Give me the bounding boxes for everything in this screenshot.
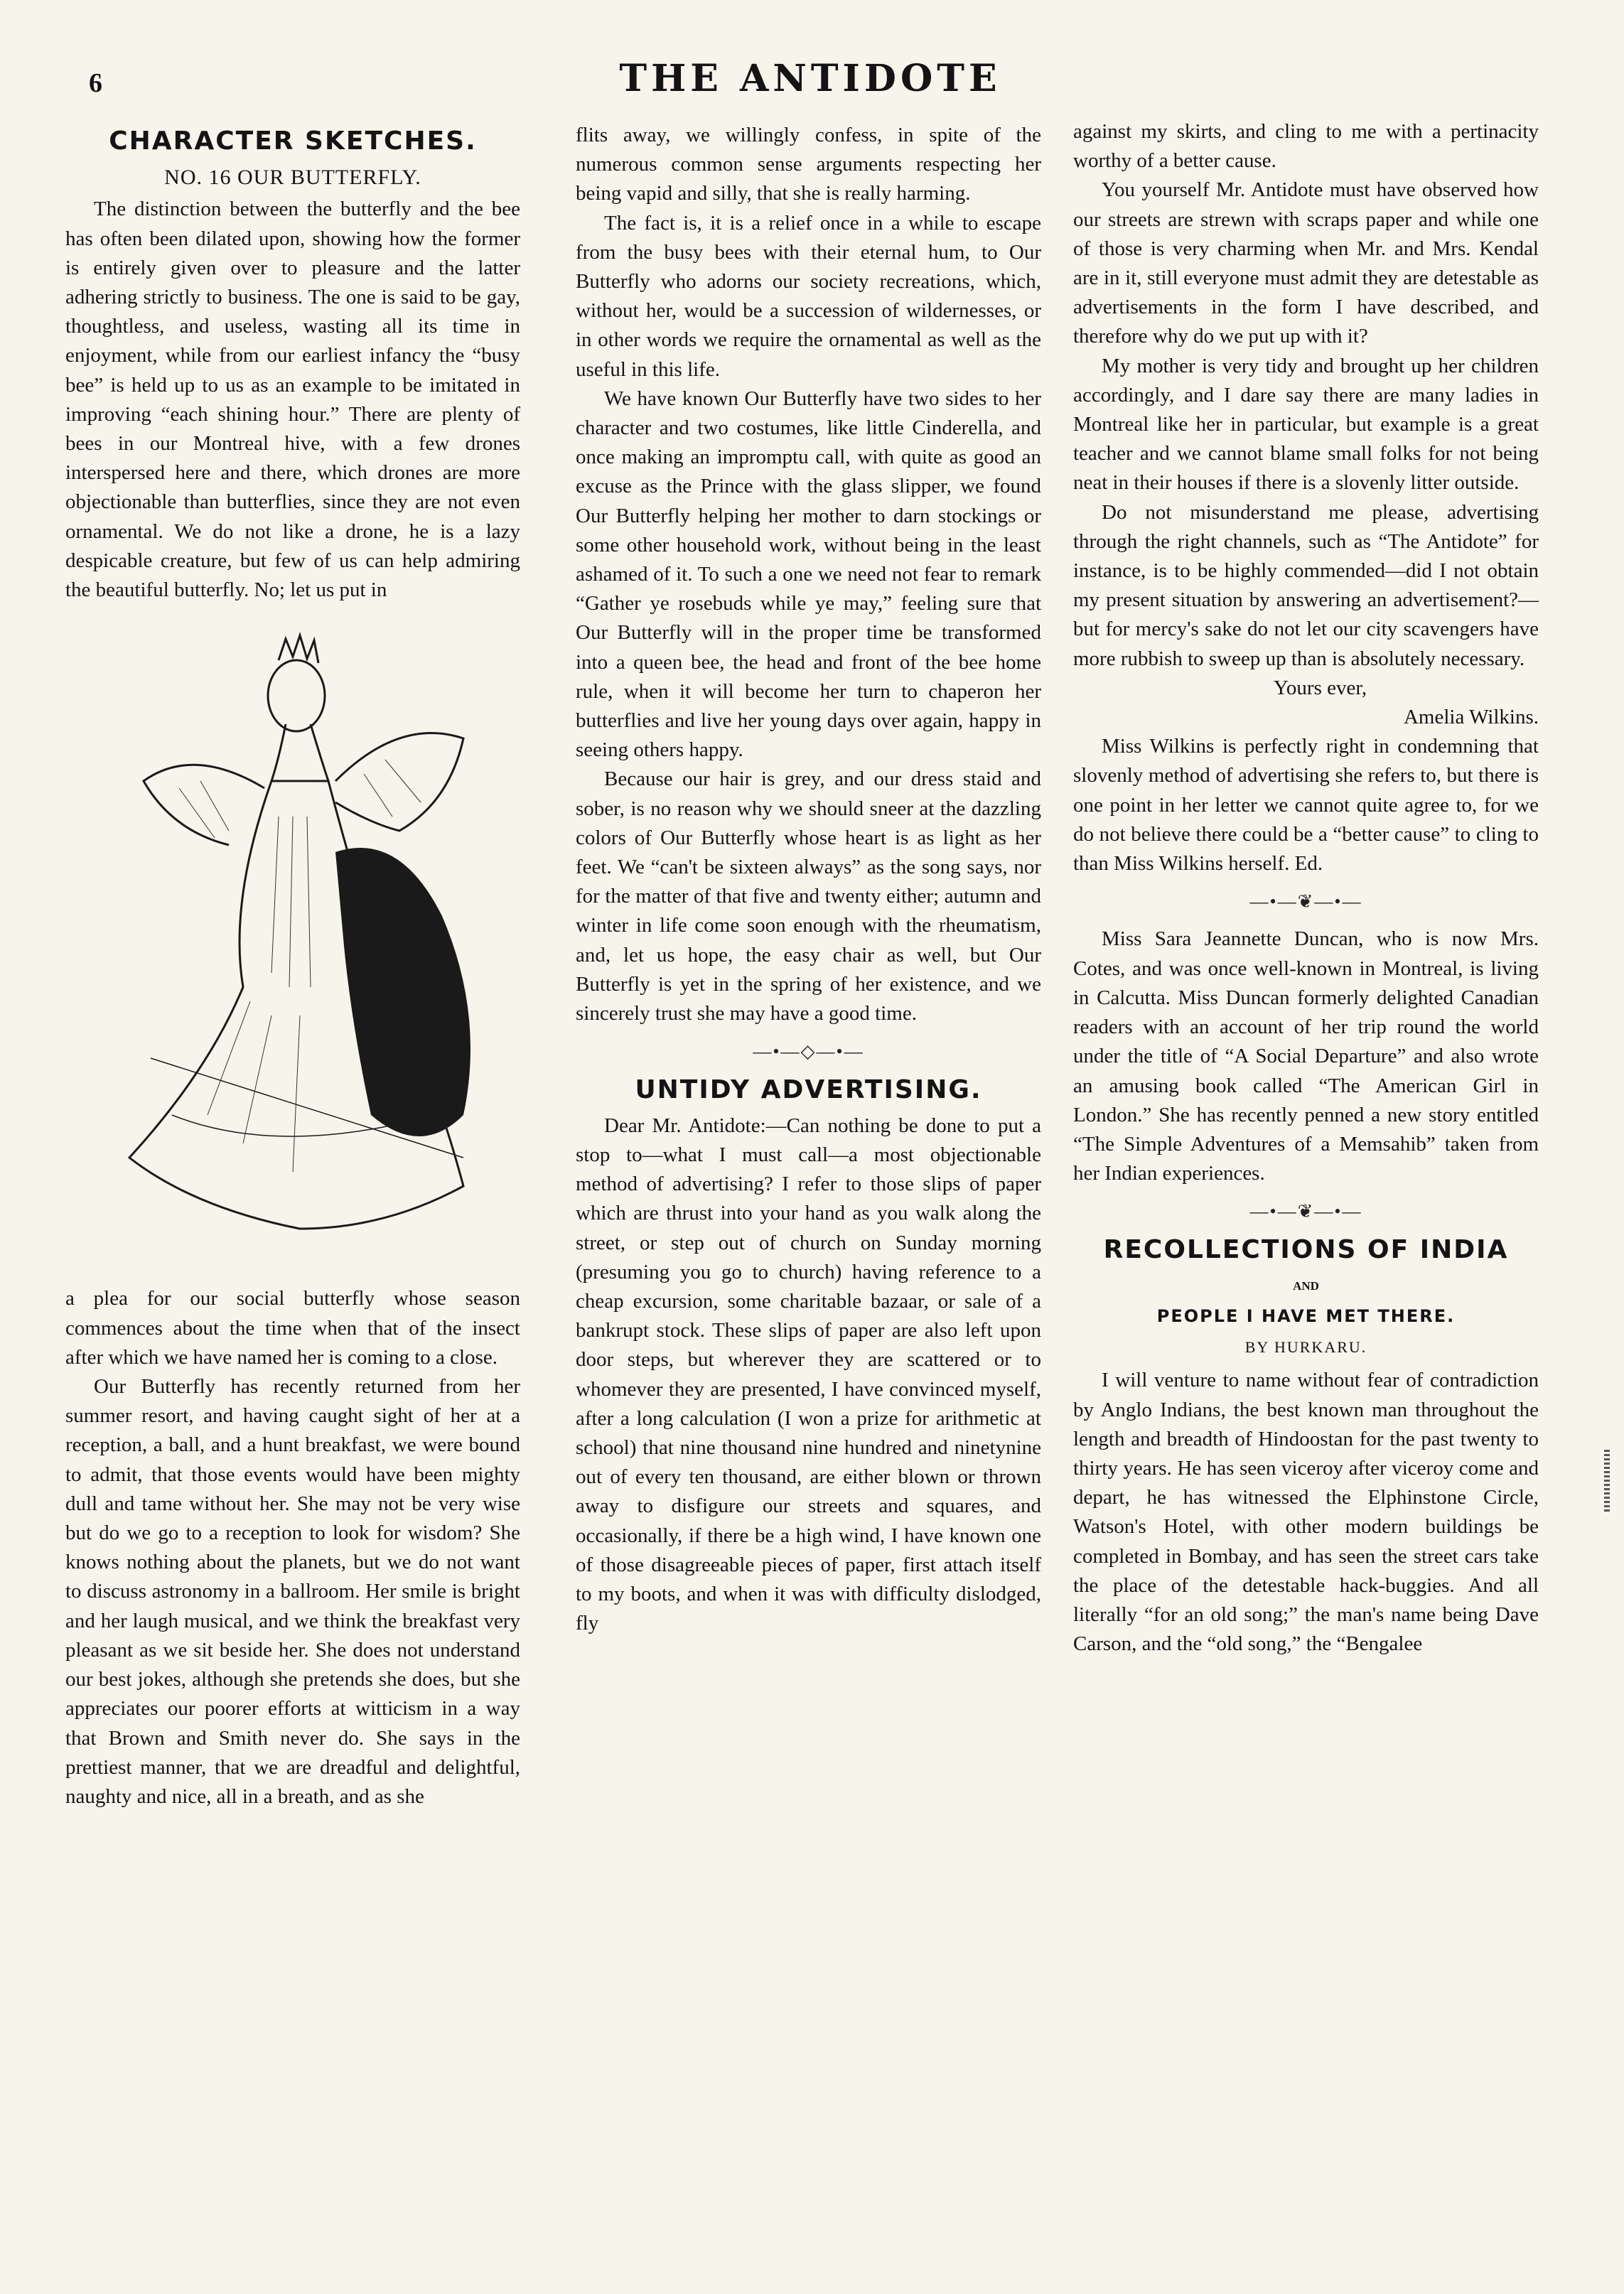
ornamental-rule: —•—◇—•— <box>753 1041 864 1062</box>
article-subheading: PEOPLE I HAVE MET THERE. <box>1156 1305 1456 1326</box>
paragraph: My mother is very tidy and brought up her children accordingly, and I dare say there are many ladies in Montreal like her in particular, but example is a great teacher and we cannot blame small folks for not being neat in their houses if there is a slovenly litter outside. <box>1073 354 1539 495</box>
paragraph: The distinction between the butterfly and the bee has often been dilated upon, showing how the former is entirely given over to pleasure and the latter adhering strictly to business. The one is said to be gay, thoughtless, and useless, wasting all its time in enjoyment, while from our earliest infancy the “busy bee” is held up to us as an example to be imitated in improving “each shining hour.” There are plenty of bees in our Montreal hive, with a few drones interspersed here and there, which drones are more objectionable than butterflies, since they are not even ornamental. We do not like a drone, he is a lazy despicable creature, but few of us can help admiring the beautiful butterfly. No; let us put in <box>65 198 520 602</box>
byline: BY HURKARU. <box>1244 1338 1367 1357</box>
paragraph: against my skirts, and cling to me with a pertinacity worthy of a better cause. <box>1073 120 1539 173</box>
paragraph: Do not misunderstand me please, advertising through the right channels, such as “The Antidote” for instance, is to be highly commended—did I not obtain my present situation by answering an advertisement?—but for mercy's sake do not let our city scavengers have more rubbish to sweep up than is absolutely necessary. <box>1073 500 1539 670</box>
masthead: THE ANTIDOTE <box>619 57 1001 100</box>
butterfly-lady-illustration <box>65 618 520 1264</box>
letter-signature: Amelia Wilkins. <box>1403 706 1539 729</box>
article-heading-untidy-advertising: UNTIDY ADVERTISING. <box>635 1075 982 1104</box>
paragraph: Dear Mr. Antidote:—Can nothing be done to put a stop to—what I must call—a most objectionable method of advertising? I refer to those slips of paper which are thrust into your hand as you walk along the street, or step out of church on Sunday morning (presuming you go to church) having reference to a cheap excursion, some charitable bazaar, or sale of a bankrupt stock. These slips of paper are also left upon door steps, but wherever they are scattered or to whomever they are presented, I have convinced myself, after a long calculation (I won a prize for arithmetic at school) that nine thousand nine hundred and ninetynine out of every ten thousand, are either blown or thrown away to disfigure our streets and squares, and occasionally, if there be a high wind, I have known one of those disagreeable pieces of paper, first attach itself to my boots, and when it was with difficulty dislodged, fly <box>576 1114 1041 1635</box>
margin-scan-mark <box>1604 1450 1610 1514</box>
paragraph: The fact is, it is a relief once in a while to escape from the busy bees with their eternal hum, to Our Butterfly who adorns our society recreations, which, without her, would be a succession of wildernesses, or in other words we require the ornamental as well as the useful in this life. <box>576 211 1041 381</box>
page-number: 6 <box>89 68 102 98</box>
paragraph: We have known Our Butterfly have two sides to her character and two costumes, like little Cinderella, and once making an impromptu call, with quite as good an excuse as the Prince with the glass slipper, we found Our Butterfly helping her mother to darn stockings or some other household work, without being in the least ashamed of it. To such a one we need not fear to remark “Gather ye rosebuds while ye may,” feeling sure that Our Butterfly will in the proper time be transformed into a queen bee, the head and front of the bee home rule, when it will become her turn to chaperon her butterflies and live her young days over again, happy in seeing others happy. <box>576 387 1041 762</box>
heading-connector: AND <box>1293 1278 1319 1293</box>
ornamental-rule: —•—❦—•— <box>1249 1201 1362 1222</box>
paragraph: Our Butterfly has recently returned from her summer resort, and having caught sight of her at a reception, a ball, and a hunt breakfast, we were bound to admit, that those events would have been mighty dull and tame without her. She may not be very wise but do we go to a reception to look for wisdom? She knows nothing about the planets, but we do not want to discuss astronomy in a ballroom. Her smile is bright and her laugh musical, and we think the breakfast very pleasant as we sit beside her. She does not understand our best jokes, although she pretends she does, but she appreciates our poorer efforts at witticism in a way that Brown and Smith never do. She says in the prettiest manner, that we are dreadful and delightful, naughty and nice, all in a breath, and as she <box>65 1375 520 1808</box>
paragraph: a plea for our social butterfly whose season commences about the time when that of the insect after which we have named her is coming to a close. <box>65 1287 520 1369</box>
article-heading-recollections-of-india: RECOLLECTIONS OF INDIA <box>1103 1234 1509 1264</box>
ornamental-rule: —•—❦—•— <box>1249 891 1362 912</box>
article-heading-character-sketches: CHARACTER SKETCHES. <box>109 126 477 156</box>
paragraph: Miss Wilkins is perfectly right in condemning that slovenly method of advertising she refers to, but there is one point in her letter we cannot quite agree to, for we do not believe there could be a “better cause” to cling to than Miss Wilkins herself. Ed. <box>1073 735 1539 876</box>
column-1 <box>65 121 520 1811</box>
article-subheading: NO. 16 OUR BUTTERFLY. <box>164 166 421 190</box>
paragraph: You yourself Mr. Antidote must have observed how our streets are strewn with scraps paper and while one of those is very charming when Mr. and Mrs. Kendal are in it, still everyone must admit they are detestable as advertisements in the form I have described, and therefore why do we put up with it? <box>1073 178 1539 348</box>
column-2 <box>576 121 1041 1638</box>
letter-signoff: Yours ever, <box>1273 676 1367 699</box>
paragraph: Because our hair is grey, and our dress staid and sober, is no reason why we should sneer at the dazzling colors of Our Butterfly whose heart is as light as her feet. We “can't be sixteen always” as the song says, nor for the matter of that five and twenty either; autumn and winter in life come soon enough with the rheumatism, and, let us hope, the easy chair as well, but Our Butterfly is yet in the spring of her existence, and we sincerely trust she may have a good time. <box>576 768 1041 1025</box>
paragraph: I will venture to name without fear of contradiction by Anglo Indians, the best known man throughout the length and breadth of Hindoostan for the past twenty to thirty years. He has seen viceroy after viceroy come and depart, he has witnessed the Elphinstone Circle, Watson's Hotel, with other modern buildings be completed in Bombay, and has seen the street cars take the place of the detestable hack-buggies. And all literally “for an old song;” the man's name being Dave Carson, and the “old song,” the “Bengalee <box>1073 1369 1539 1656</box>
column-3 <box>1073 117 1539 1659</box>
paragraph: flits away, we willingly confess, in spite of the numerous common sense arguments respecting her being vapid and silly, that she is really harming. <box>576 124 1041 205</box>
paragraph: Miss Sara Jeannette Duncan, who is now Mrs. Cotes, and was once well-known in Montreal, is living in Calcutta. Miss Duncan formerly delighted Canadian readers with an account of her trip round the world under the title of “A Social Departure” and also wrote an amusing book called “The American Girl in London.” She has recently penned a new story entitled “The Simple Adventures of a Memsahib” taken from her Indian experiences. <box>1073 927 1539 1185</box>
